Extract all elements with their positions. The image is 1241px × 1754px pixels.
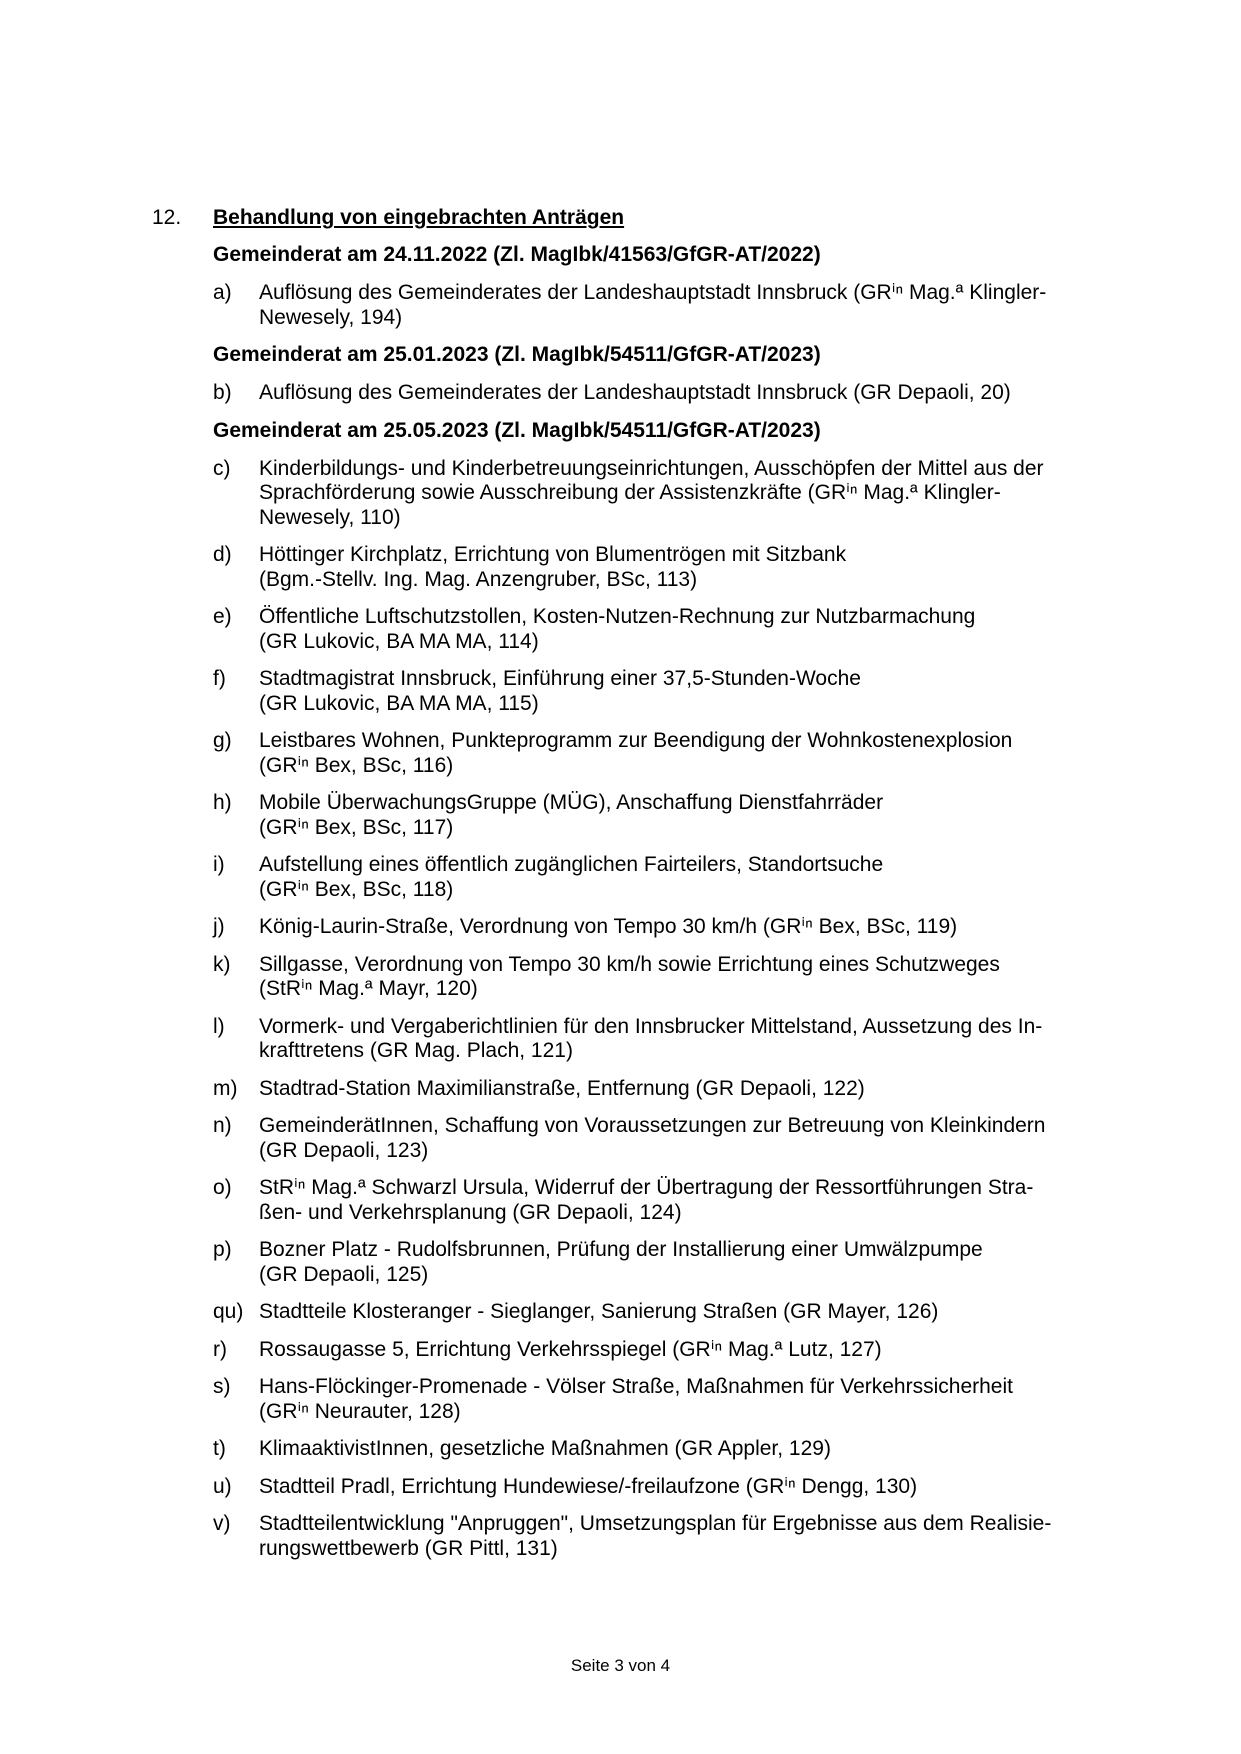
session-heading: Gemeinderat am 24.11.2022 (Zl. MagIbk/41563/GfGR-AT/2022): [213, 243, 821, 266]
motion-item: [213, 457, 1143, 531]
item-text-line: Stadtteilentwicklung "Anpruggen", Umsetzungsplan für Ergebnisse aus dem Realisie-: [259, 1512, 1052, 1535]
motion-item: [213, 1300, 1143, 1325]
item-text: [259, 281, 1143, 330]
item-text-line: KlimaaktivistInnen, gesetzliche Maßnahmen (GR Appler, 129): [259, 1437, 831, 1460]
item-letter: u): [213, 1474, 232, 1498]
motion-item: [213, 853, 1143, 902]
item-text-line: (GR Lukovic, BA MA MA, 114): [259, 629, 539, 653]
motion-item: [213, 1238, 1143, 1287]
item-text: [259, 1238, 1143, 1287]
motion-item: [213, 543, 1143, 592]
item-text-line: Höttinger Kirchplatz, Errichtung von Blumentrögen mit Sitzbank: [259, 543, 847, 566]
item-text-line: Newesely, 110): [259, 505, 401, 529]
item-text: [259, 1475, 1143, 1500]
item-text-line: Stadtteile Klosteranger - Sieglanger, Sanierung Straßen (GR Mayer, 126): [259, 1300, 939, 1323]
item-text: [259, 1338, 1143, 1363]
motion-item: [213, 1077, 1143, 1102]
item-text: [259, 381, 1143, 406]
item-text-line: (GR Depaoli, 125): [259, 1262, 429, 1286]
item-text-line: (GRⁱⁿ Bex, BSc, 118): [259, 877, 454, 901]
item-letter: p): [213, 1238, 232, 1261]
item-text: [259, 1077, 1143, 1102]
item-text-line: (StRⁱⁿ Mag.ª Mayr, 120): [259, 977, 478, 1000]
item-text: [259, 543, 1143, 592]
item-text: [259, 1176, 1143, 1225]
item-text-line: (GRⁱⁿ Bex, BSc, 116): [259, 753, 454, 777]
item-letter: qu): [213, 1300, 244, 1323]
session-heading: Gemeinderat am 25.05.2023 (Zl. MagIbk/54511/GfGR-AT/2023): [213, 418, 821, 442]
item-text-line: Hans-Flöckinger-Promenade - Völser Straße, Maßnahmen für Verkehrssicherheit: [259, 1375, 1013, 1398]
item-text-line: Bozner Platz - Rudolfsbrunnen, Prüfung der Installierung einer Umwälzpumpe: [259, 1238, 983, 1261]
item-text-line: (GR Depaoli, 123): [259, 1138, 429, 1162]
item-text-line: Sillgasse, Verordnung von Tempo 30 km/h sowie Errichtung eines Schutzweges: [259, 952, 1000, 976]
item-text-line: Stadtrad-Station Maximilianstraße, Entfernung (GR Depaoli, 122): [259, 1076, 865, 1100]
item-letter: r): [213, 1337, 227, 1361]
motion-item: [213, 791, 1143, 840]
item-letter: n): [213, 1114, 232, 1137]
item-text-line: (GR Lukovic, BA MA MA, 115): [259, 691, 539, 715]
item-text: [259, 915, 1143, 940]
item-text-line: Vormerk- und Vergaberichtlinien für den Innsbrucker Mittelstand, Aussetzung des In-: [259, 1014, 1043, 1038]
item-letter: o): [213, 1176, 232, 1199]
item-letter: j): [213, 915, 225, 938]
session-group: [213, 343, 1143, 406]
item-text: [259, 853, 1143, 902]
item-letter: h): [213, 791, 232, 814]
motion-item: [213, 1015, 1143, 1064]
item-text: [259, 1300, 1143, 1325]
motion-item: [213, 605, 1143, 654]
item-text-line: (GRⁱⁿ Neurauter, 128): [259, 1399, 461, 1423]
item-text-line: Sprachförderung sowie Ausschreibung der Assistenzkräfte (GRⁱⁿ Mag.ª Klingler-: [259, 481, 1001, 504]
item-text: [259, 457, 1143, 531]
motion-item: [213, 1475, 1143, 1500]
item-text: [259, 1015, 1143, 1064]
item-text: [259, 1437, 1143, 1462]
item-text-line: Aufstellung eines öffentlich zugänglichen Fairteilers, Standortsuche: [259, 853, 884, 876]
item-letter: e): [213, 605, 232, 628]
item-text: [259, 1375, 1143, 1424]
item-text: [259, 1512, 1143, 1561]
item-letter: l): [213, 1014, 225, 1038]
item-text-line: (GRⁱⁿ Bex, BSc, 117): [259, 815, 454, 839]
item-text-line: Auflösung des Gemeinderates der Landeshauptstadt Innsbruck (GR Depaoli, 20): [259, 381, 1011, 404]
item-text-line: Auflösung des Gemeinderates der Landeshauptstadt Innsbruck (GRⁱⁿ Mag.ª Klingler-: [259, 281, 1047, 304]
item-letter: i): [213, 853, 225, 876]
motion-item: [213, 915, 1143, 940]
item-letter: d): [213, 543, 232, 566]
motion-item: [213, 281, 1143, 330]
item-text-line: rungswettbewerb (GR Pittl, 131): [259, 1536, 558, 1560]
item-letter: a): [213, 281, 232, 304]
session-heading: Gemeinderat am 25.01.2023 (Zl. MagIbk/54511/GfGR-AT/2023): [213, 343, 821, 366]
motion-item: [213, 381, 1143, 406]
item-letter: m): [213, 1076, 238, 1100]
motion-item: [213, 729, 1143, 778]
item-text: [259, 667, 1143, 716]
motion-item: [213, 1338, 1143, 1363]
item-text-line: Kinderbildungs- und Kinderbetreuungseinrichtungen, Ausschöpfen der Mittel aus der: [259, 456, 1044, 480]
section-number: 12.: [152, 206, 182, 229]
item-letter: g): [213, 729, 232, 752]
item-text: [259, 605, 1143, 654]
session-group: [213, 419, 1143, 1562]
item-text: [259, 791, 1143, 840]
item-text-line: GemeinderätInnen, Schaffung von Voraussetzungen zur Betreuung von Kleinkindern: [259, 1114, 1046, 1137]
page-footer: Seite 3 von 4: [570, 1656, 671, 1675]
item-letter: t): [213, 1437, 226, 1460]
item-text-line: Newesely, 194): [259, 305, 403, 329]
item-text-line: (Bgm.-Stellv. Ing. Mag. Anzengruber, BSc, 113): [259, 567, 698, 591]
item-letter: s): [213, 1375, 231, 1398]
item-text-line: ßen- und Verkehrsplanung (GR Depaoli, 124): [259, 1200, 682, 1224]
item-letter: k): [213, 952, 231, 976]
item-letter: c): [213, 456, 231, 480]
item-letter: v): [213, 1512, 231, 1535]
item-text: [259, 953, 1143, 1002]
motion-item: [213, 953, 1143, 1002]
motion-item: [213, 1176, 1143, 1225]
motion-item: [213, 1512, 1143, 1561]
item-text: [259, 729, 1143, 778]
item-letter: b): [213, 381, 232, 404]
item-text-line: Öffentliche Luftschutzstollen, Kosten-Nutzen-Rechnung zur Nutzbarmachung: [259, 605, 976, 628]
item-text-line: krafttretens (GR Mag. Plach, 121): [259, 1039, 573, 1062]
item-text: [259, 1114, 1143, 1163]
item-text-line: Stadtmagistrat Innsbruck, Einführung einer 37,5-Stunden-Woche: [259, 667, 861, 690]
item-text-line: Leistbares Wohnen, Punkteprogramm zur Beendigung der Wohnkostenexplosion: [259, 729, 1013, 752]
item-letter: f): [213, 667, 226, 690]
session-group: [213, 243, 1143, 330]
motion-item: [213, 1437, 1143, 1462]
item-text-line: StRⁱⁿ Mag.ª Schwarzl Ursula, Widerruf der Übertragung der Ressortführungen Stra-: [259, 1176, 1034, 1199]
item-text-line: Mobile ÜberwachungsGruppe (MÜG), Anschaffung Dienstfahrräder: [259, 791, 884, 814]
motion-item: [213, 667, 1143, 716]
item-text-line: Stadtteil Pradl, Errichtung Hundewiese/-freilaufzone (GRⁱⁿ Dengg, 130): [259, 1474, 918, 1498]
motion-item: [213, 1375, 1143, 1424]
agenda-list: [213, 243, 1143, 1574]
motion-item: [213, 1114, 1143, 1163]
item-text-line: Rossaugasse 5, Errichtung Verkehrsspiegel (GRⁱⁿ Mag.ª Lutz, 127): [259, 1337, 882, 1361]
item-text-line: König-Laurin-Straße, Verordnung von Tempo 30 km/h (GRⁱⁿ Bex, BSc, 119): [259, 915, 958, 938]
section-title: Behandlung von eingebrachten Anträgen: [213, 206, 625, 229]
